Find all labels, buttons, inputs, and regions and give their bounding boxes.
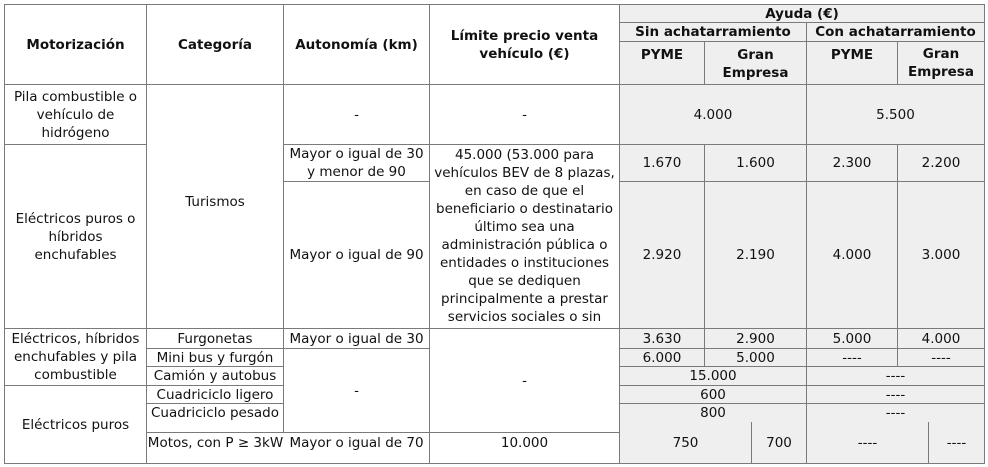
ayuda-sin-pyme-furgonetas: 3.630: [620, 329, 705, 349]
header-sin-gran-empresa: Gran Empresa: [705, 42, 807, 85]
autonomia-30-90: Mayor o igual de 30 y menor de 90: [284, 145, 430, 182]
ayuda-sin-gran-minibus: 5.000: [705, 349, 807, 367]
ayuda-sin-ligero: 600: [620, 386, 807, 404]
ayuda-con-pesado: ----: [807, 404, 985, 433]
limite-hidrogeno: -: [430, 85, 620, 145]
categoria-minibus: Mini bus y furgón: [147, 349, 284, 367]
categoria-cuadriciclo-pesado: Cuadriciclo pesado: [147, 404, 284, 433]
categoria-cuadriciclo-ligero: Cuadriciclo ligero: [147, 386, 284, 404]
ayuda-sin-pyme-motos: 750: [620, 422, 752, 464]
autonomia-furgonetas: Mayor o igual de 30: [284, 329, 430, 349]
ayuda-con-gran-minibus: ----: [898, 349, 985, 367]
autonomia-hidrogeno: -: [284, 85, 430, 145]
header-con-gran-empresa: Gran Empresa: [898, 42, 985, 85]
categoria-motos: Motos, con P ≥ 3kW: [147, 422, 284, 464]
ayuda-con-pyme-motos: ----: [807, 422, 929, 464]
autonomia-motos: Mayor o igual de 70: [284, 422, 430, 464]
ayuda-sin-gran-motos: 700: [752, 422, 807, 464]
ayuda-con-camion: ----: [807, 367, 985, 386]
motorizacion-electricos-hibridos-pila: Eléctricos, híbridos enchufables y pila combustible: [4, 329, 147, 386]
ayuda-con-hidrogeno: 5.500: [807, 85, 985, 145]
ayuda-sin-hidrogeno: 4.000: [620, 85, 807, 145]
ayuda-con-ligero: ----: [807, 386, 985, 404]
header-con-pyme: PYME: [807, 42, 898, 85]
ayudas-table: [4, 4, 985, 464]
header-categoria: Categoría: [147, 4, 284, 85]
ayuda-con-pyme-furgonetas: 5.000: [807, 329, 898, 349]
ayuda-sin-gran-furgonetas: 2.900: [705, 329, 807, 349]
ayuda-con-gran-30-90: 2.200: [898, 145, 985, 182]
ayuda-sin-camion: 15.000: [620, 367, 807, 386]
ayuda-con-gran-90: 3.000: [898, 182, 985, 329]
limite-vehiculos-comerciales: -: [430, 329, 620, 433]
categoria-turismos: Turismos: [147, 85, 284, 329]
ayuda-sin-pyme-90: 2.920: [620, 182, 705, 329]
header-sin-achatarramiento: Sin achatarramiento: [620, 23, 807, 42]
ayuda-sin-pyme-30-90: 1.670: [620, 145, 705, 182]
header-motorizacion: Motorización: [4, 4, 147, 85]
header-autonomia: Autonomía (km): [284, 4, 430, 85]
motorizacion-electricos-hibridos: Eléctricos puros o híbridos enchufables: [4, 145, 147, 329]
ayuda-con-pyme-minibus: ----: [807, 349, 898, 367]
ayuda-con-pyme-30-90: 2.300: [807, 145, 898, 182]
ayuda-sin-pyme-minibus: 6.000: [620, 349, 705, 367]
motorizacion-hidrogeno: Pila combustible o vehículo de hidrógeno: [4, 85, 147, 145]
ayuda-sin-gran-30-90: 1.600: [705, 145, 807, 182]
autonomia-vehiculos-comerciales: -: [284, 349, 430, 433]
limite-turismos: 45.000 (53.000 para vehículos BEV de 8 plazas, en caso de que el beneficiario o destinatario último sea una administración pública o entidades o instituciones que se dediquen principalmente a prestar servicios sociales o sin: [430, 145, 620, 329]
header-sin-pyme: PYME: [620, 42, 705, 85]
autonomia-90: Mayor o igual de 90: [284, 182, 430, 329]
ayuda-sin-gran-90: 2.190: [705, 182, 807, 329]
motorizacion-electricos-puros: Eléctricos puros: [4, 386, 147, 464]
limite-motos: 10.000: [430, 422, 620, 464]
categoria-camion: Camión y autobus: [147, 367, 284, 386]
ayuda-con-pyme-90: 4.000: [807, 182, 898, 329]
categoria-furgonetas: Furgonetas: [147, 329, 284, 349]
ayuda-con-gran-furgonetas: 4.000: [898, 329, 985, 349]
ayuda-sin-pesado: 800: [620, 404, 807, 433]
header-ayuda: Ayuda (€): [620, 4, 985, 23]
header-limite-precio: Límite precio venta vehículo (€): [430, 4, 620, 85]
header-con-achatarramiento: Con achatarramiento: [807, 23, 985, 42]
ayuda-con-gran-motos: ----: [929, 422, 985, 464]
